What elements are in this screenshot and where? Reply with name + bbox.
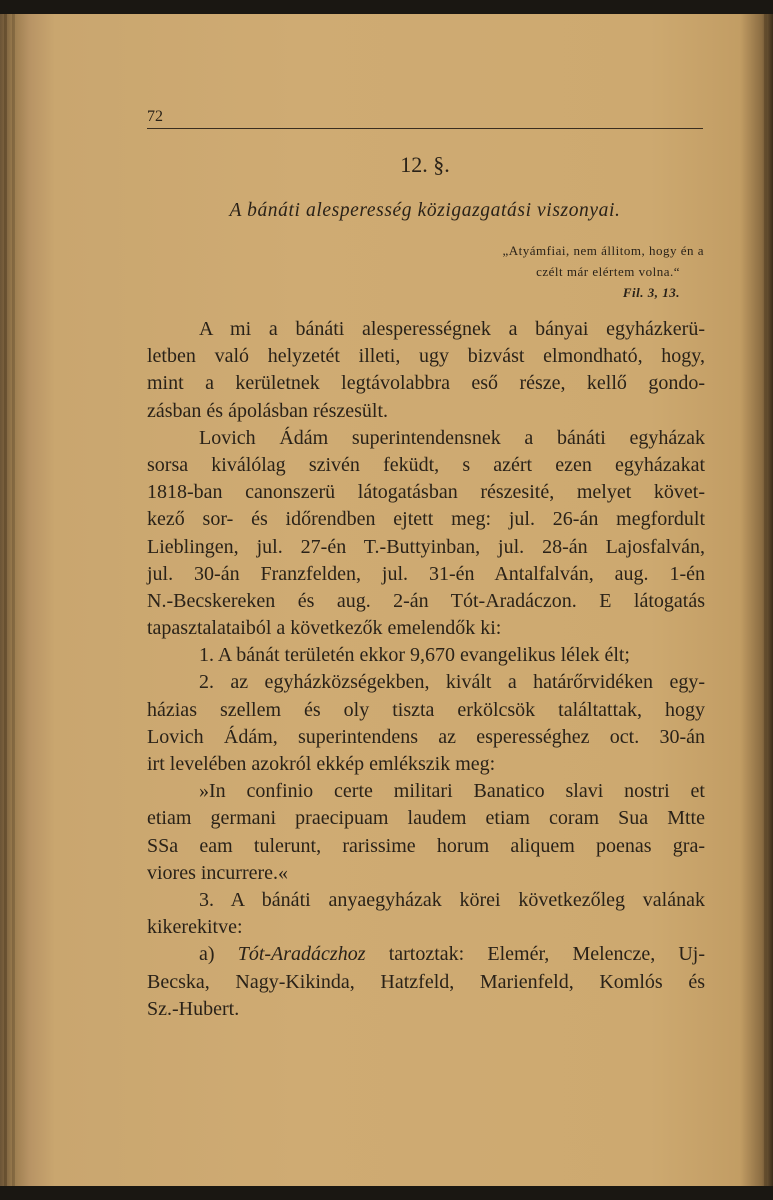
text-line: »In confinio certe militari Banatico slavi nostri et xyxy=(199,780,705,803)
epigraph-reference: Fil. 3, 13. xyxy=(622,285,680,300)
text-line: mint a kerületnek legtávolabbra eső része, kellő gondo- xyxy=(147,372,705,395)
text-line: Becska, Nagy-Kikinda, Hatzfeld, Marienfeld, Komlós és xyxy=(147,970,705,993)
text-line: viores incurrere.« xyxy=(147,861,289,884)
text-line: 1. A bánát területén ekkor 9,670 evangelikus lélek élt; xyxy=(199,644,630,667)
text-line: tapasztalataiból a következők emelendők ki: xyxy=(147,617,502,640)
page-edge xyxy=(12,14,15,1186)
text-line: SSa eam tulerunt, rarissime horum aliquem poenas gra- xyxy=(147,834,705,857)
text-line: 1818-ban canonszerü látogatásban részesité, melyet követ- xyxy=(147,481,705,504)
text-line: N.-Becskereken és aug. 2-án Tót-Aradáczon. E látogatás xyxy=(147,589,705,612)
text-line xyxy=(147,941,705,968)
text-line: sorsa kiválólag szivén feküdt, s azért ezen egyházakat xyxy=(147,453,705,476)
epigraph-line: czélt már elértem volna.“ xyxy=(536,264,680,279)
place-name: Tót-Aradáczhoz xyxy=(237,943,366,966)
text-line: etiam germani praecipuam laudem etiam coram Sua Mtte xyxy=(147,807,705,830)
text-line: Sz.-Hubert. xyxy=(147,997,240,1020)
text-line: 2. az egyházközségekben, kivált a határőrvidéken egy- xyxy=(199,671,705,694)
list-marker: a) xyxy=(199,943,215,966)
text-line: házias szellem és oly tiszta erkölcsök találtattak, hogy xyxy=(147,698,705,721)
text-line: Lovich Ádám, superintendens az esperességhez oct. 30-án xyxy=(147,725,705,748)
text-line: letben való helyzetét illeti, ugy bizvást elmondható, hogy, xyxy=(147,345,705,368)
page-edge xyxy=(764,14,767,1186)
section-heading: 12. §. xyxy=(400,152,450,177)
epigraph xyxy=(503,240,704,303)
text-line: zásban és ápolásban részesült. xyxy=(147,399,389,422)
line-text: tartoztak: Elemér, Melencze, Uj- xyxy=(388,943,706,966)
text-line: 3. A bánáti anyaegyházak körei következőleg valának xyxy=(199,888,705,911)
body-text xyxy=(147,316,705,1023)
text-line: Lovich Ádám superintendensnek a bánáti egyházak xyxy=(199,426,705,449)
text-line: kikerekitve: xyxy=(147,916,243,939)
text-line: Lieblingen, jul. 27-én T.-Buttyinban, jul. 28-án Lajosfalván, xyxy=(147,535,705,558)
page-number: 72 xyxy=(147,108,163,125)
text-line: kező sor- és időrendben ejtett meg: jul. 26-án megfordult xyxy=(147,508,705,531)
epigraph-line: „Atyámfiai, nem állitom, hogy én a xyxy=(502,243,704,258)
text-line: jul. 30-án Franzfelden, jul. 31-én Antalfalván, aug. 1-én xyxy=(147,562,705,585)
text-line: irt levelében azokról ekkép emlékszik meg: xyxy=(147,753,496,775)
chapter-title: A bánáti alesperesség közigazgatási viszonyai. xyxy=(229,200,621,221)
text-line: A mi a bánáti alesperességnek a bányai egyházkerü- xyxy=(199,318,705,340)
header-rule xyxy=(147,128,703,129)
page-edge xyxy=(4,14,7,1186)
